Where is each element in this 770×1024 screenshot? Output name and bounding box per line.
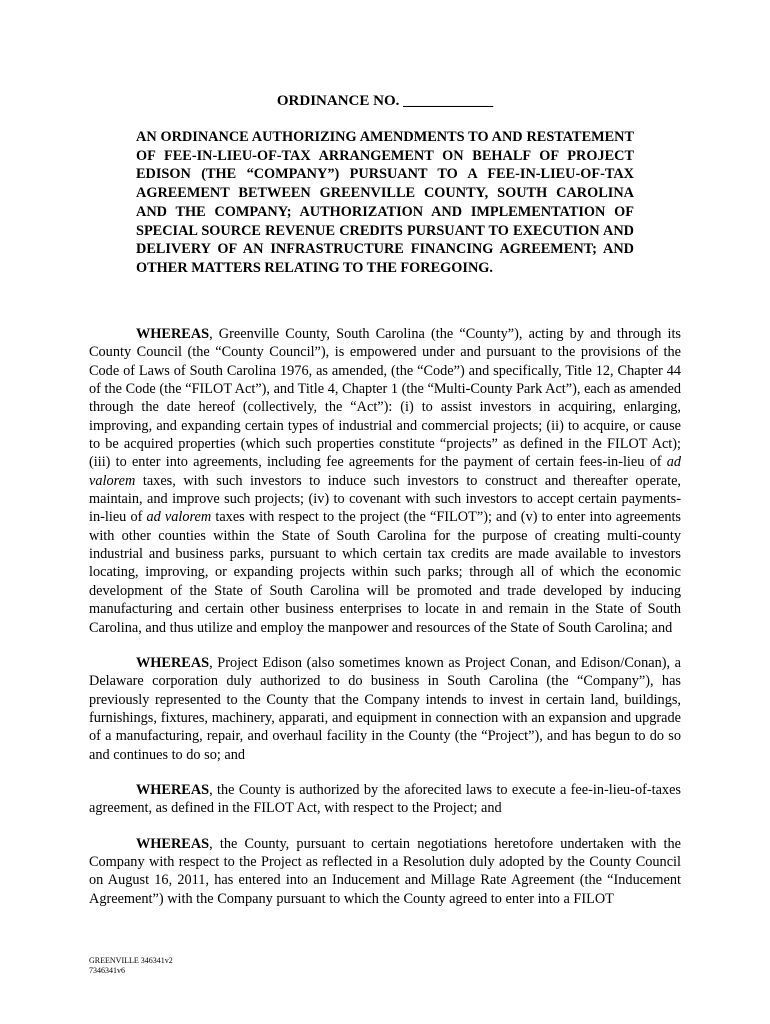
ordinance-heading: AN ORDINANCE AUTHORIZING AMENDMENTS TO AND RESTATEMENT OF FEE-IN-LIEU-OF-TAX ARRANGEMENT ON BEHALF OF PROJECT EDISON (THE “COMPANY”) PURSUANT TO A FEE-IN-LIEU-OF-TAX AGREEMENT BETWEEN GREENVILLE COUNTY, SOUTH CAROLINA AND THE COMPANY; AUTHORIZATION AND IMPLEMENTATION OF SPECIAL SOURCE REVENUE CREDITS PURSUANT TO EXECUTION AND DELIVERY OF AN INFRASTRUCTURE FINANCING AGREEMENT; AND OTHER MATTERS RELATING TO THE FOREGOING. <box>136 129 634 276</box>
footer-version-id: 7346341v6 <box>89 966 125 975</box>
document-footer <box>89 956 173 976</box>
whereas-lead: WHEREAS <box>136 781 210 798</box>
whereas-lead: WHEREAS <box>136 326 210 342</box>
whereas-paragraph-2 <box>89 654 681 764</box>
whereas-lead: WHEREAS <box>136 654 210 671</box>
paragraph-text: taxes with respect to the project (the “FILOT”); and (v) to enter into agreements with other counties within the State of South Carolina for the purpose of creating multi-county industrial and business parks, pursuant to which certain tax credits are made available to investors locating, improving, or expanding projects within such parks; through all of which the economic development of the State of South Carolina will be promoted and trade developed by inducing manufacturing and certain other business enterprises to locate in and remain in the State of South Carolina, and thus utilize and employ the manpower and resources of the State of South Carolina; and <box>89 509 681 636</box>
paragraph-text: , Greenville County, South Carolina (the “County”), acting by and through its County Council (the “County Council”), is empowered under and pursuant to the provisions of the Code of Laws of South Carolina 1976, as amended, (the “Code”) and specifically, Title 12, Chapter 44 of the Code (the “FILOT Act”), and Title 4, Chapter 1 (the “Multi-County Park Act”), each as amended through the date hereof (collectively, the “Act”): (i) to assist investors in acquiring, enlarging, improving, and expanding certain types of industrial and commercial projects; (ii) to acquire, or cause to be acquired properties (which such properties constitute “projects” as defined in the FILOT Act); (iii) to enter into agreements, including fee agreements for the payment of certain fees-in-lieu of <box>89 326 681 471</box>
whereas-paragraph-4 <box>89 835 681 908</box>
paragraph-text: taxes, with such investors to induce such investors to construct and thereafter operate, maintain, and improve such projects; (iv) to covenant with such investors to accept certain payments-in-lieu of <box>89 472 681 526</box>
italic-term: ad valorem <box>89 454 681 489</box>
whereas-lead: WHEREAS <box>136 835 210 852</box>
paragraph-text: , the County is authorized by the aforecited laws to execute a fee-in-lieu-of-taxes agreement, as defined in the FILOT Act, with respect to the Project; and <box>89 781 681 817</box>
whereas-paragraph-3 <box>89 781 681 818</box>
paragraph-text: , Project Edison (also sometimes known as Project Conan, and Edison/Conan), a Delaware corporation duly authorized to do business in South Carolina (the “Company”), has previously represented to the County that the Company intends to invest in certain land, buildings, furnishings, fixtures, machinery, apparati, and equipment in connection with an expansion and upgrade of a manufacturing, repair, and overhaul facility in the County (the “Project”), and has begun to do so and continues to do so; and <box>89 654 681 763</box>
italic-term: ad valorem <box>146 509 212 526</box>
ordinance-body <box>89 325 681 925</box>
whereas-paragraph-1 <box>89 325 681 637</box>
paragraph-text: , the County, pursuant to certain negotiations heretofore undertaken with the Company with respect to the Project as reflected in a Resolution duly adopted by the County Council on August 16, 2011, has entered into an Inducement and Millage Rate Agreement (the “Inducement Agreement”) with the Company pursuant to which the County agreed to enter into a FILOT <box>89 835 681 907</box>
footer-doc-id: GREENVILLE 346341v2 <box>89 956 173 965</box>
ordinance-title: ORDINANCE NO. ____________ <box>276 93 494 109</box>
